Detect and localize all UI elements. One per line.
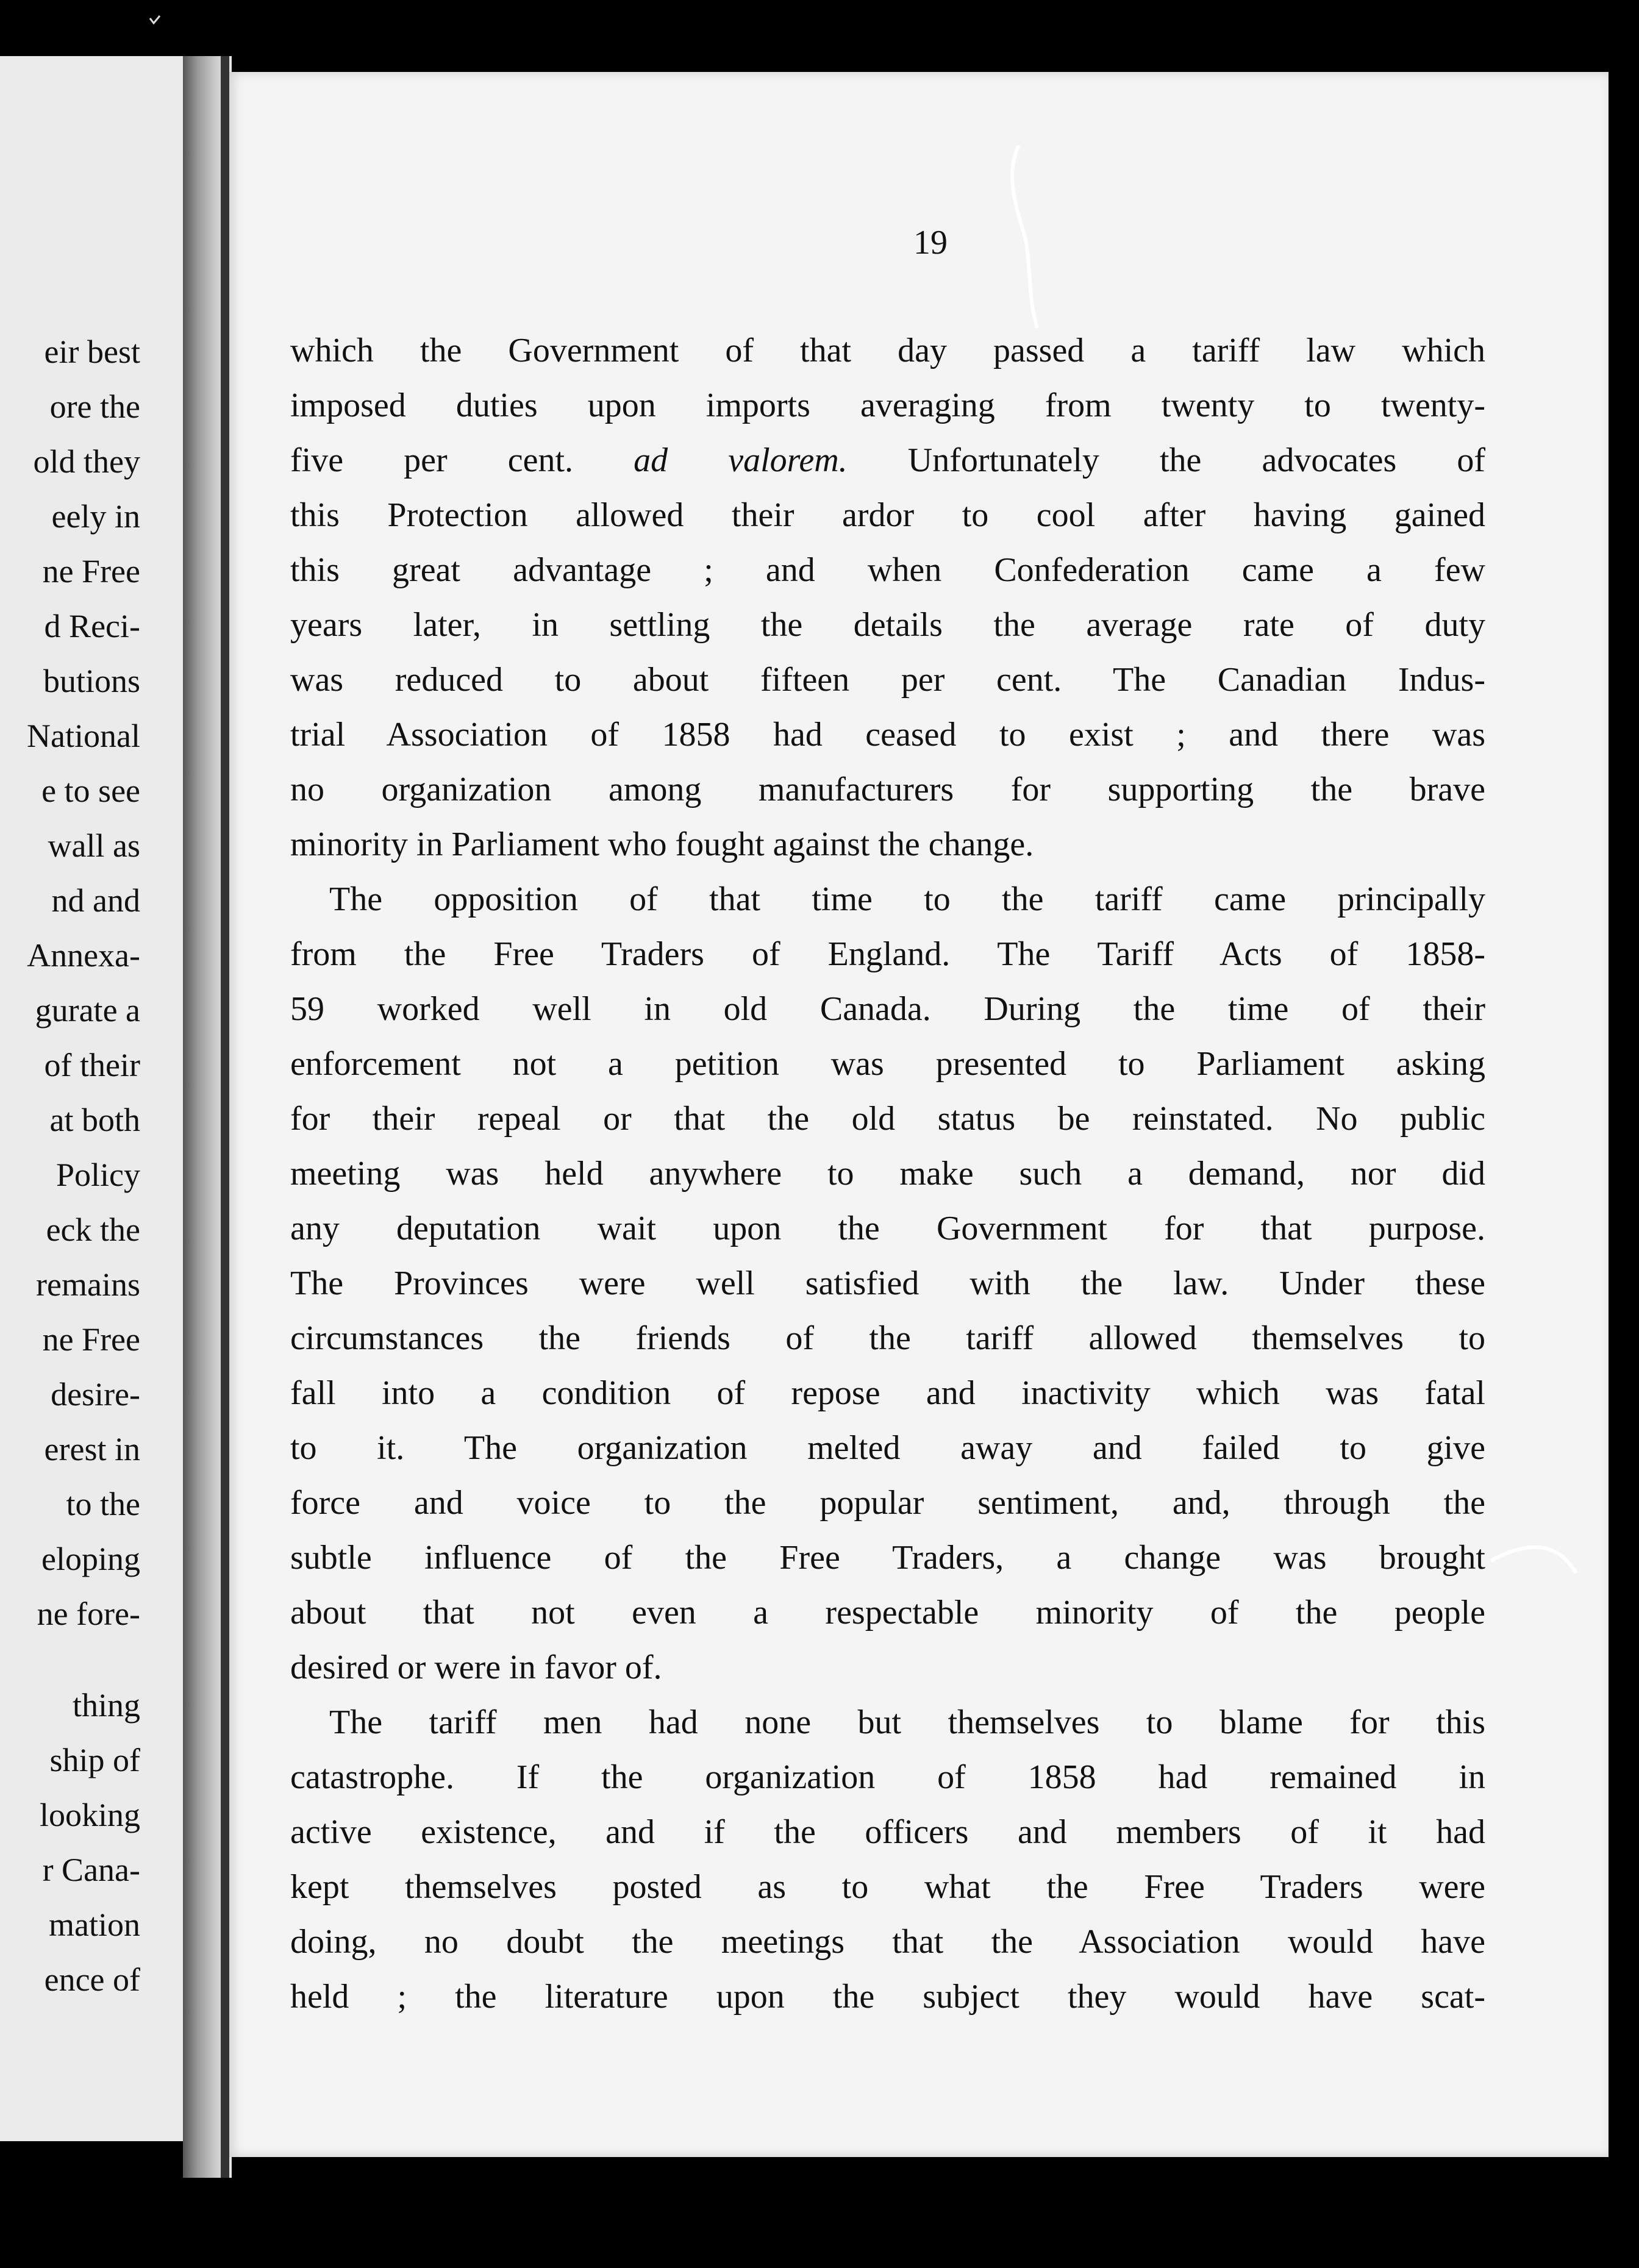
left-page-line-fragment: old they — [33, 443, 140, 480]
left-page-line-fragment: remains — [36, 1266, 140, 1303]
text-line: The opposition of that time to the tariff came principally — [329, 880, 1485, 918]
text-line: meeting was held anywhere to make such a demand, nor did — [290, 1155, 1485, 1193]
left-page-line-fragment: Annexa- — [27, 937, 140, 974]
left-page-line-fragment: ship of — [49, 1742, 140, 1778]
left-page-line-fragment: desire- — [51, 1376, 140, 1413]
left-page-line-fragment: ne fore- — [37, 1596, 140, 1632]
left-page-line-fragment: thing — [72, 1687, 140, 1724]
left-page-line-fragment: d Reci- — [44, 608, 140, 644]
left-page-line-fragment: to the — [66, 1486, 140, 1522]
text-line: enforcement not a petition was presented to Parliament asking — [290, 1045, 1485, 1083]
current-page — [229, 72, 1609, 2157]
page-body-text — [290, 323, 1485, 2024]
paragraph — [290, 1695, 1485, 2024]
left-page-line-fragment: Policy — [55, 1157, 140, 1193]
left-page-line-fragment: erest in — [44, 1431, 140, 1467]
text-line: for their repeal or that the old status be reinstated. No public — [290, 1100, 1485, 1138]
italic-phrase: ad valorem. — [634, 441, 848, 479]
previous-page-text — [0, 324, 140, 2007]
text-line: circumstances the friends of the tariff allowed themselves to — [290, 1319, 1485, 1357]
text-line: active existence, and if the officers and members of it had — [290, 1813, 1485, 1851]
paper-edge-mark — [1488, 1536, 1579, 1579]
text-line: kept themselves posted as to what the Free Traders were — [290, 1868, 1485, 1906]
text-line: to it. The organization melted away and failed to give — [290, 1429, 1485, 1467]
text-line: about that not even a respectable minority of the people — [290, 1594, 1485, 1631]
left-page-line-fragment: of their — [44, 1047, 140, 1083]
text-line: trial Association of 1858 had ceased to exist ; and there was — [290, 716, 1485, 754]
text-line: any deputation wait upon the Government for that purpose. — [290, 1210, 1485, 1247]
text-line: which the Government of that day passed a tariff law which — [290, 332, 1485, 369]
left-page-line-fragment: gurate a — [35, 992, 140, 1029]
paragraph — [290, 872, 1485, 1695]
text-line: no organization among manufacturers for supporting the brave — [290, 771, 1485, 808]
text-line: minority in Parliament who fought against the change. — [290, 826, 1034, 863]
text-line: desired or were in favor of. — [290, 1649, 662, 1686]
left-page-gap — [0, 1641, 140, 1678]
text-line: five per cent. ad valorem. Unfortunately the advocates of — [290, 441, 1485, 479]
book-spine — [221, 56, 229, 2178]
left-page-line-fragment: e to see — [41, 772, 140, 809]
left-page-line-fragment: ore the — [49, 388, 140, 425]
text-line: The tariff men had none but themselves to blame for this — [329, 1703, 1485, 1741]
text-line: years later, in settling the details the average rate of duty — [290, 606, 1485, 644]
text-line: force and voice to the popular sentiment, and, through the — [290, 1484, 1485, 1522]
left-page-line-fragment: ne Free — [42, 553, 140, 590]
tick-mark — [148, 13, 162, 28]
text-line: this Protection allowed their ardor to cool after having gained — [290, 496, 1485, 534]
page-number: 19 — [913, 224, 948, 262]
left-page-line-fragment: mation — [49, 1906, 140, 1943]
text-line: was reduced to about fifteen per cent. The Canadian Indus- — [290, 661, 1485, 699]
text-line: this great advantage ; and when Confederation came a few — [290, 551, 1485, 589]
text-line: fall into a condition of repose and inactivity which was fatal — [290, 1374, 1485, 1412]
text-line: held ; the literature upon the subject they would have scat- — [290, 1978, 1485, 2016]
left-page-line-fragment: eir best — [44, 333, 140, 370]
left-page-line-fragment: eloping — [41, 1541, 140, 1577]
left-page-line-fragment: looking — [39, 1797, 140, 1833]
text-line: from the Free Traders of England. The Tariff Acts of 1858- — [290, 935, 1485, 973]
left-page-line-fragment: eely in — [51, 498, 140, 535]
left-page-line-fragment: ne Free — [42, 1321, 140, 1358]
left-page-line-fragment: eck the — [46, 1211, 140, 1248]
left-page-line-fragment: National — [27, 718, 140, 754]
paper-crease-mark — [994, 145, 1049, 334]
text-line: catastrophe. If the organization of 1858 had remained in — [290, 1758, 1485, 1796]
paragraph — [290, 323, 1485, 872]
left-page-line-fragment: butions — [43, 663, 140, 699]
text-line: imposed duties upon imports averaging from twenty to twenty- — [290, 387, 1485, 424]
left-page-line-fragment: wall as — [48, 827, 140, 864]
text-line: The Provinces were well satisfied with the law. Under these — [290, 1264, 1485, 1302]
left-page-line-fragment: r Cana- — [42, 1852, 140, 1888]
text-line: subtle influence of the Free Traders, a change was brought — [290, 1539, 1485, 1577]
left-page-line-fragment: at both — [49, 1102, 140, 1138]
left-page-line-fragment: nd and — [51, 882, 140, 919]
text-line: 59 worked well in old Canada. During the time of their — [290, 990, 1485, 1028]
text-line: doing, no doubt the meetings that the Association would have — [290, 1923, 1485, 1961]
left-page-line-fragment: ence of — [44, 1961, 140, 1998]
